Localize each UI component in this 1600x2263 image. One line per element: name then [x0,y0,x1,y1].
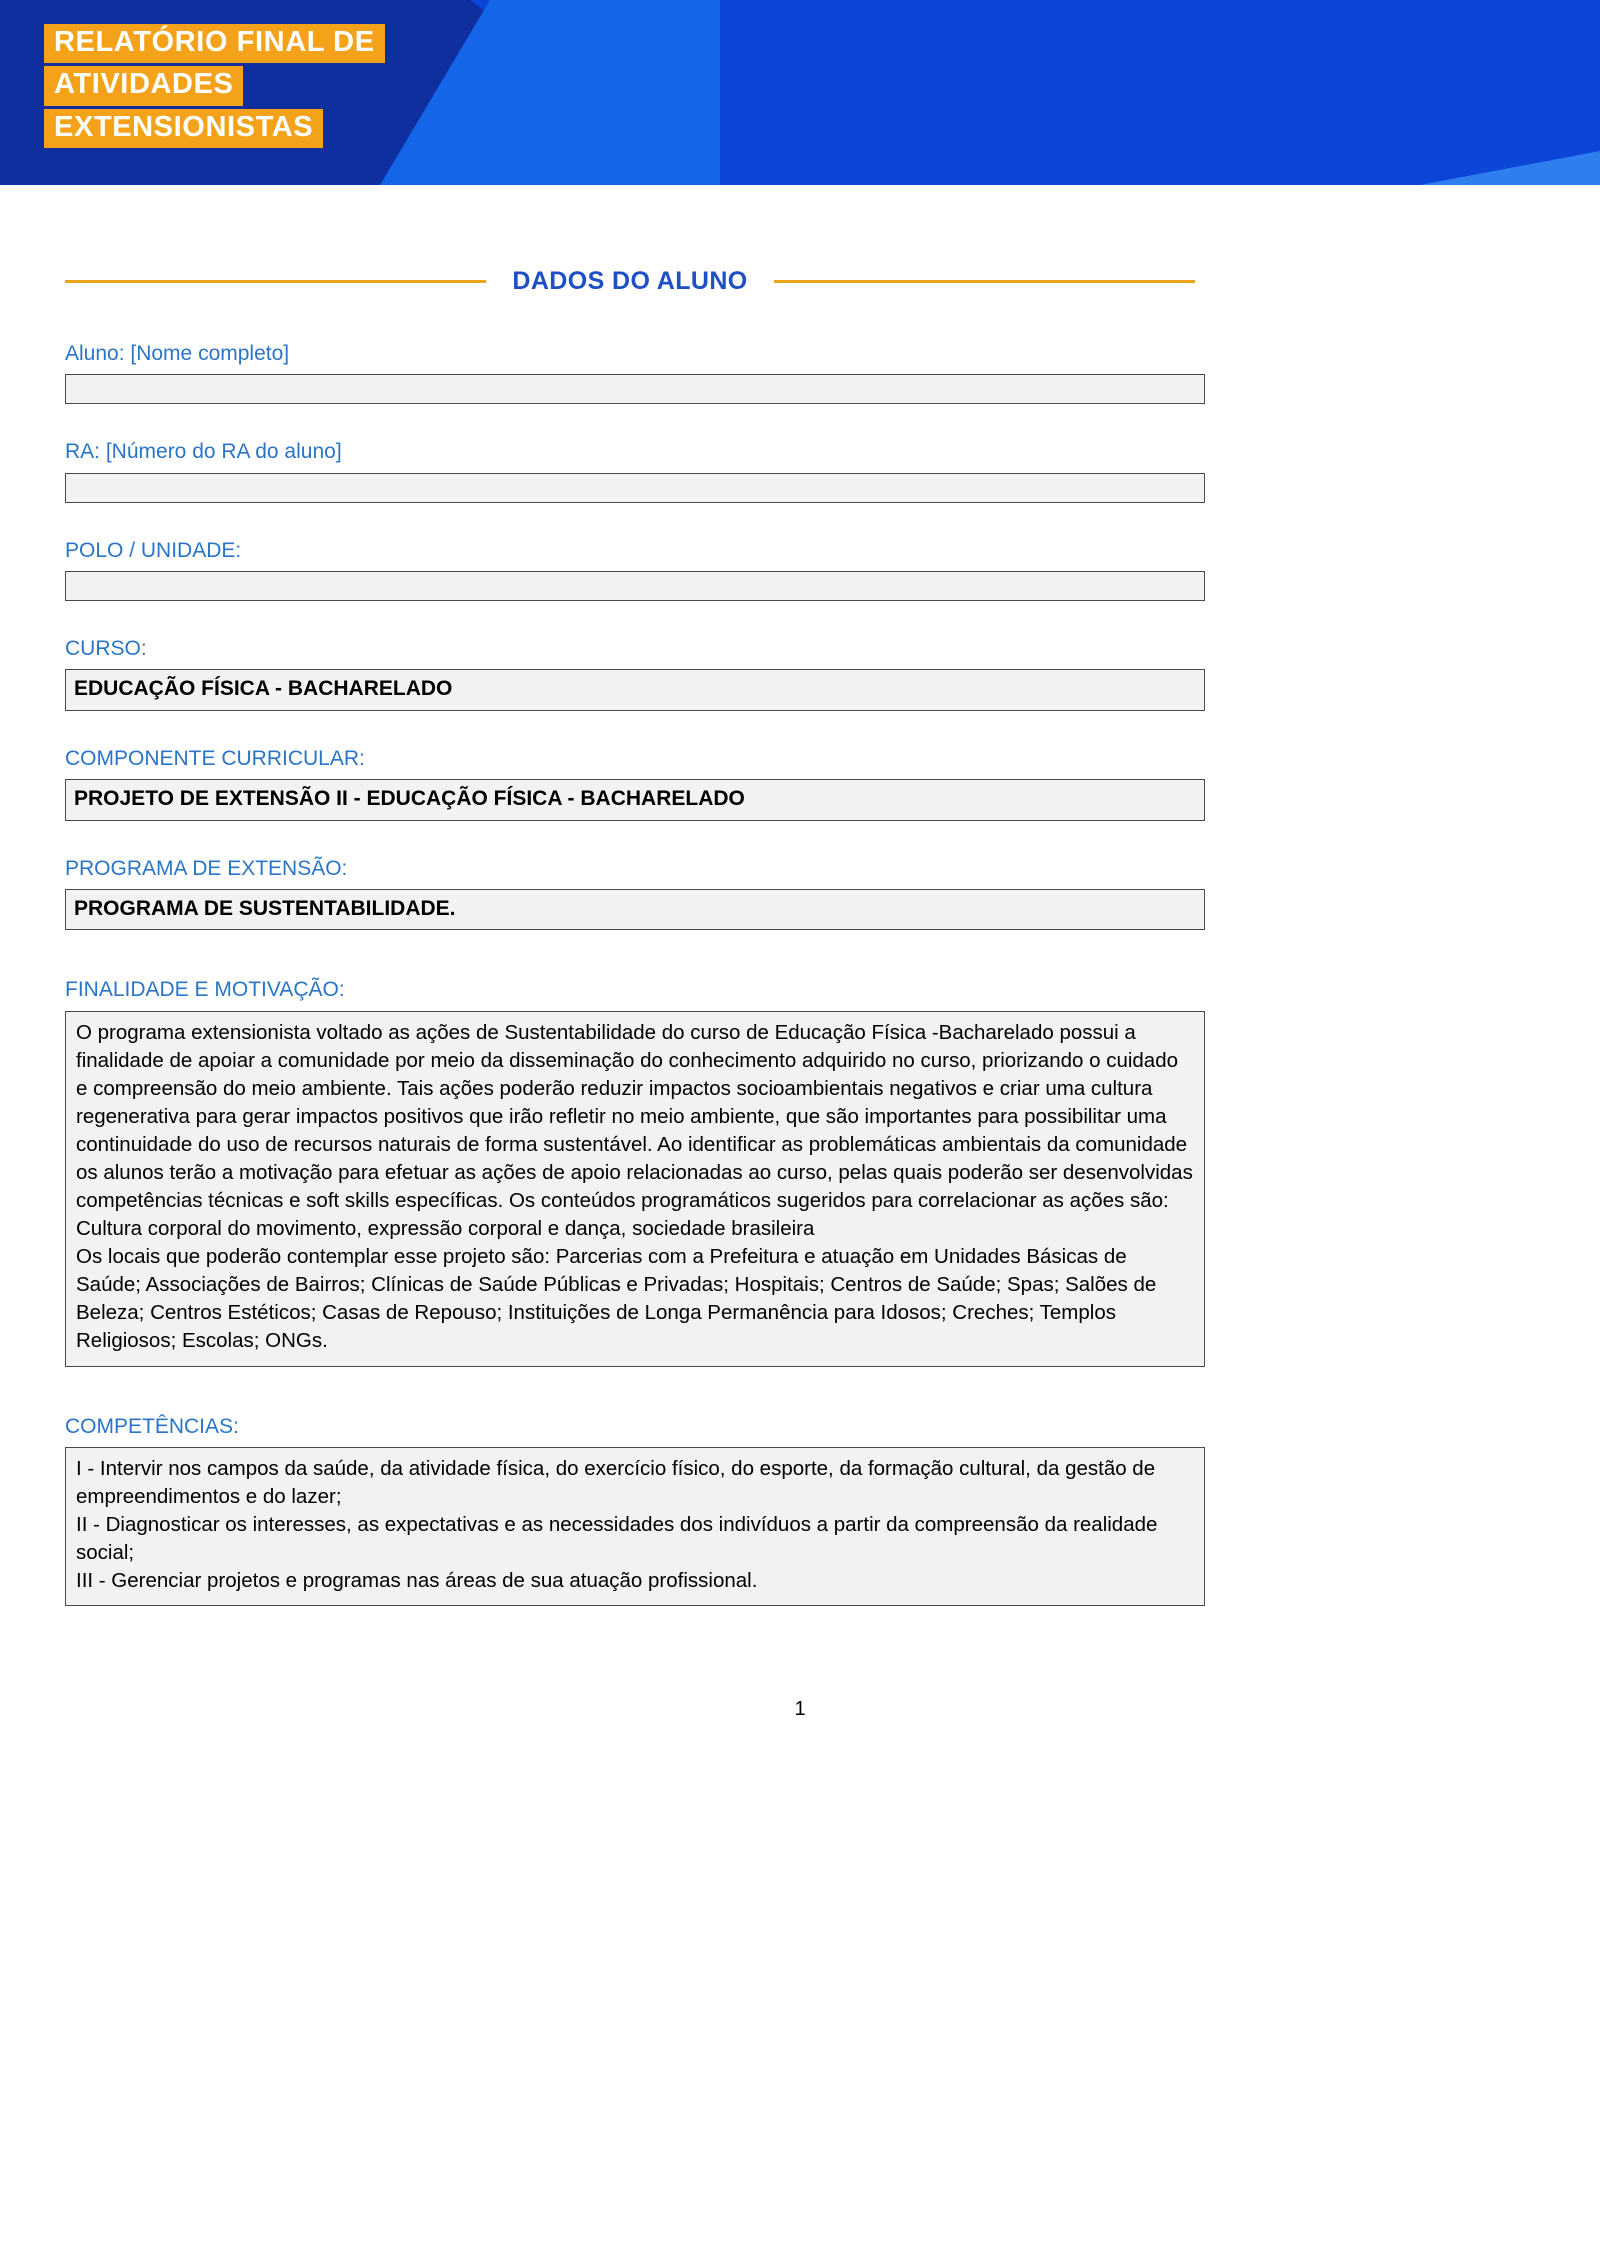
competencias-item-2: II - Diagnosticar os interesses, as expectativas e as necessidades dos indivíduos a partir da compreensão da realidade social; [76,1513,1158,1565]
competencias-item-3: III - Gerenciar projetos e programas nas áreas de sua atuação profissional. [76,1569,758,1593]
field-label-aluno: Aluno: [Nome completo] [65,342,290,365]
section-rule-left [65,280,486,283]
banner-title-line-2: ATIVIDADES [44,66,243,105]
field-label-finalidade-motivacao: FINALIDADE E MOTIVAÇÃO: [65,978,345,1002]
section-rule-right [774,280,1195,283]
competencias-item-1: I - Intervir nos campos da saúde, da atividade física, do exercício físico, do esporte, da formação cultural, da gestão de empreendimentos e do lazer; [76,1456,1156,1508]
field-label-polo-unidade: POLO / UNIDADE: [65,538,242,562]
field-curso [65,635,1205,711]
aluno-input[interactable] [65,374,1205,404]
programa-extensao-input[interactable]: PROGRAMA DE SUSTENTABILIDADE. [65,889,1205,930]
field-aluno [65,340,1205,404]
finalidade-paragraph-1: O programa extensionista voltado as ações de Sustentabilidade do curso de Educação Física -Bacharelado possui a finalidade de apoiar a comunidade por meio da disseminação do conhecimento adquirido no curso, priorizando o cuidado e compreensão do meio ambiente. Tais ações poderão reduzir impactos socioambientais negativos e criar uma cultura regenerativa para gerar impactos positivos que irão refletir no meio ambiente, que são importantes para possibilitar uma continuidade do uso de recursos naturais de forma sustentável. Ao identificar as problemáticas ambientais da comunidade os alunos terão a motivação para efetuar as ações de apoio relacionadas ao curso, pelas quais poderão ser desenvolvidas competências técnicas e soft skills específicas. Os conteúdos programáticos sugeridos para correlacionar as ações são: Cultura corporal do movimento, expressão corporal e dança, sociedade brasileira [76,1020,1193,1241]
page-number: 1 [794,1698,806,1721]
document-page [0,267,1600,1761]
banner-title-line-1: RELATÓRIO FINAL DE [44,24,385,63]
curso-input[interactable]: EDUCAÇÃO FÍSICA - BACHARELADO [65,669,1205,710]
banner-title-line-3: EXTENSIONISTAS [44,109,323,148]
field-ra [65,438,1205,502]
banner-title [44,24,385,148]
field-label-componente-curricular: COMPONENTE CURRICULAR: [65,746,365,770]
field-label-competencias: COMPETÊNCIAS: [65,1414,239,1438]
ra-input[interactable] [65,473,1205,503]
section-header-dados-do-aluno [65,267,1195,296]
finalidade-paragraph-2: Os locais que poderão contemplar esse projeto são: Parcerias com a Prefeitura e atuação em Unidades Básicas de Saúde; Associações de Bairros; Clínicas de Saúde Públicas e Privadas; Hospitais; Centros de Saúde; Spas; Salões de Beleza; Centros Estéticos; Casas de Repouso; Instituições de Longa Permanência para Idosos; Creches; Templos Religiosos; Escolas; ONGs. [76,1245,1157,1353]
polo-unidade-input[interactable] [65,571,1205,601]
field-label-ra: RA: [Número do RA do aluno] [65,440,342,464]
componente-curricular-input[interactable]: PROJETO DE EXTENSÃO II - EDUCAÇÃO FÍSICA - BACHARELADO [65,779,1205,820]
header-banner [0,0,1600,185]
finalidade-motivacao-textarea[interactable] [65,1011,1205,1367]
field-finalidade-motivacao [65,976,1205,1366]
page-title: DADOS DO ALUNO [512,267,748,295]
field-label-curso: CURSO: [65,637,147,661]
field-label-programa-extensao: PROGRAMA DE EXTENSÃO: [65,856,348,880]
field-competencias [65,1413,1205,1607]
field-polo-unidade [65,537,1205,601]
field-programa-extensao [65,855,1205,931]
field-componente-curricular [65,745,1205,821]
competencias-textarea[interactable] [65,1447,1205,1606]
